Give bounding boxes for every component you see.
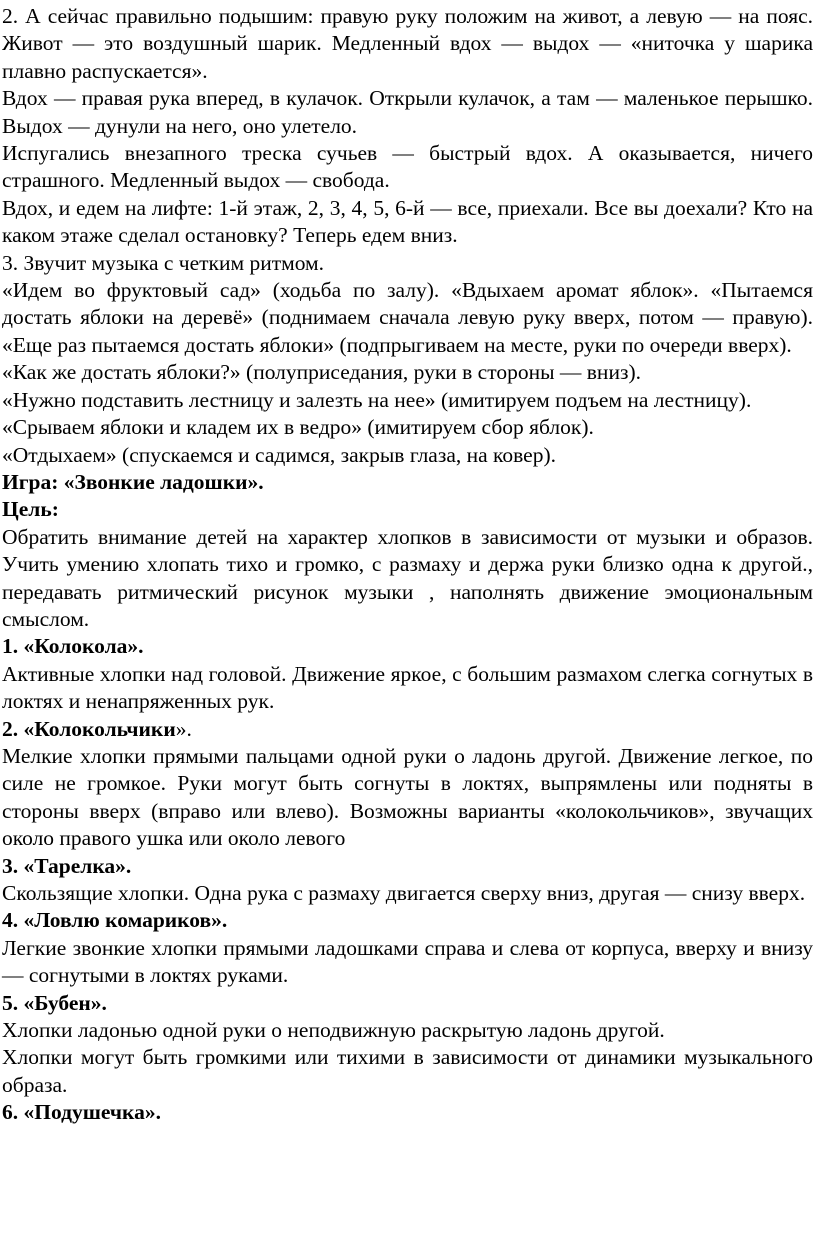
paragraph-bells: Активные хлопки над головой. Движение яркое, с большим размахом слегка согнутых в локтях и ненапряженных рук.	[2, 661, 813, 714]
paragraph-music-rhythm: 3. Звучит музыка с четким ритмом.	[2, 250, 325, 275]
paragraph-branches: Испугались внезапного треска сучьев — быстрый вдох. А оказывается, ничего страшного. Медленный выдох — свобода.	[2, 141, 813, 193]
heading-small-bells-bold: 2. «Колокольчики	[2, 716, 176, 741]
paragraph-tambourine: Хлопки ладонью одной руки о неподвижную раскрытую ладонь другой.	[2, 1018, 665, 1043]
paragraph-ladder: «Нужно подставить лестницу и залезть на нее» (имитируем подъем на лестницу).	[2, 387, 752, 412]
heading-game-title: Игра: «Звонкие ладошки».	[2, 469, 264, 494]
heading-mosquitoes: 4. «Ловлю комариков».	[2, 908, 228, 933]
paragraph-rest: «Отдыхаем» (спускаемся и садимся, закрыв глаза, на ковер).	[2, 442, 557, 467]
paragraph-fruit-garden: «Идем во фруктовый сад» (ходьба по залу). «Вдыхаем аромат яблок». «Пытаемся достать яблоки на деревё» (поднимаем сначала левую руку вверх, потом — правую). «Еще раз пытаемся достать яблоки» (подпрыгиваем на месте, руки по очереди вверх).	[2, 278, 813, 357]
heading-cymbal: 3. «Тарелка».	[2, 853, 132, 878]
paragraph-feather: Вдох — правая рука вперед, в кулачок. Открыли кулачок, а там — маленькое перышко. Выдох — дунули на него, оно улетело.	[2, 86, 813, 138]
heading-small-bells	[2, 716, 813, 743]
paragraph-pick-apples: «Срываем яблоки и кладем их в ведро» (имитируем сбор яблок).	[2, 415, 594, 440]
heading-small-bells-tail: ».	[175, 716, 192, 741]
heading-goal: Цель:	[2, 497, 59, 522]
heading-tambourine: 5. «Бубен».	[2, 990, 107, 1015]
paragraph-goal-text: Обратить внимание детей на характер хлопков в зависимости от музыки и образов. Учить умению хлопать тихо и громко, с размаху и держа руки близко одна к другой., передавать ритмический рисунок музыки , наполнять движение эмоциональным смыслом.	[2, 524, 813, 631]
paragraph-breathing-intro: 2. А сейчас правильно подышим: правую руку положим на живот, а левую — на пояс. Живот — это воздушный шарик. Медленный вдох — выдох — «ниточка у шарика плавно распускается».	[2, 4, 813, 83]
paragraph-reach-apples: «Как же достать яблоки?» (полуприседания, руки в стороны — вниз).	[2, 360, 641, 385]
heading-bells: 1. «Колокола».	[2, 634, 144, 659]
paragraph-mosquitoes: Легкие звонкие хлопки прямыми ладошками справа и слева от корпуса, вверху и внизу — согнутыми в локтях руками.	[2, 935, 813, 988]
paragraph-small-bells: Мелкие хлопки прямыми пальцами одной руки о ладонь другой. Движение легкое, по силе не громкое. Руки могут быть согнуты в локтях, выпрямлены или подняты в стороны вверх (вправо или влево). Возможны варианты «колокольчиков», звучащих около правого ушка или около левого	[2, 743, 813, 851]
paragraph-claps-dynamics: Хлопки могут быть громкими или тихими в зависимости от динамики музыкального образа.	[2, 1045, 813, 1097]
paragraph-elevator: Вдох, и едем на лифте: 1-й этаж, 2, 3, 4, 5, 6-й — все, приехали. Все вы доехали? Кто на каком этаже сделал остановку? Теперь едем вниз.	[2, 195, 813, 248]
paragraph-cymbal: Скользящие хлопки. Одна рука с размаху двигается сверху вниз, другая — снизу вверх.	[2, 881, 806, 905]
heading-pillow: 6. «Подушечка».	[2, 1100, 161, 1125]
